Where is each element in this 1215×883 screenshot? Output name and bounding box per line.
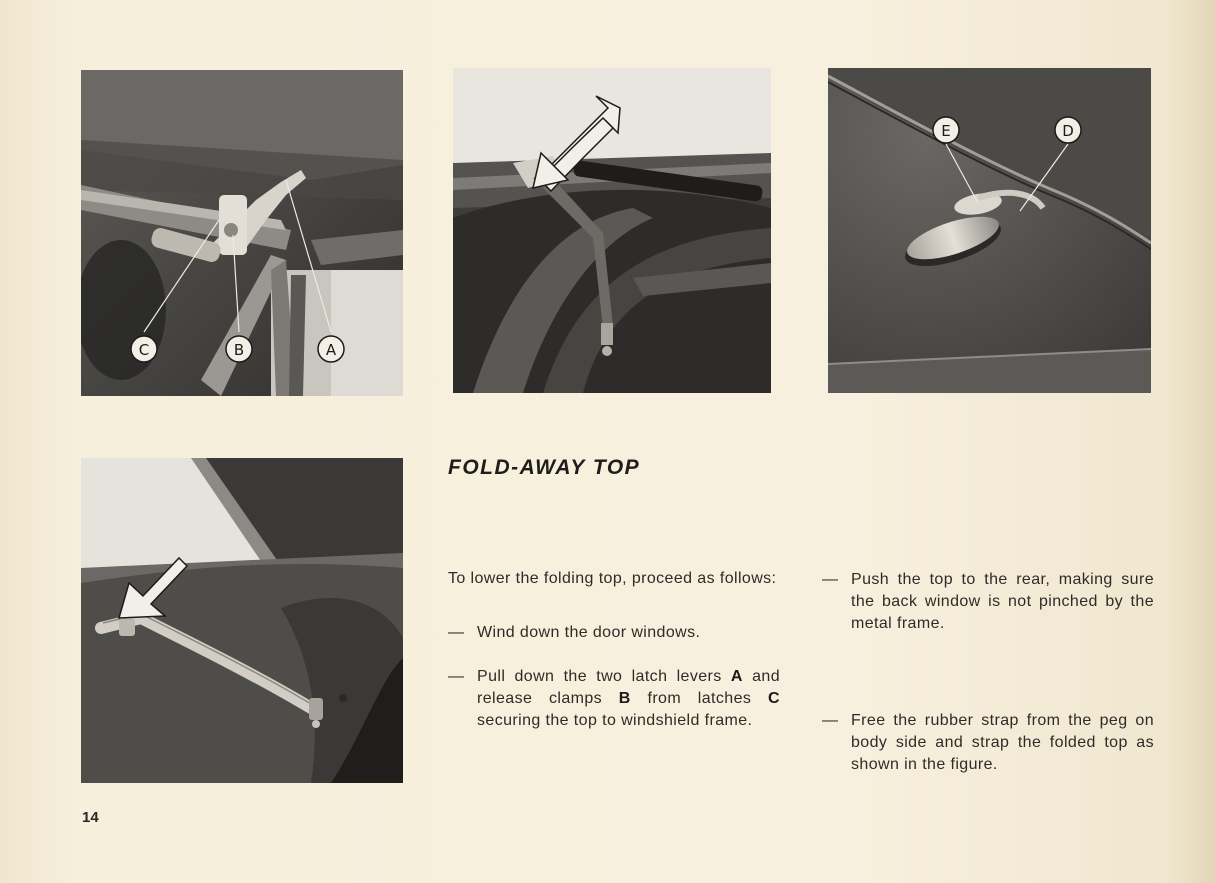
step-wind-down-windows <box>448 622 780 644</box>
step-dash: — <box>448 668 465 685</box>
intro-paragraph: To lower the folding top, proceed as follows: <box>448 570 777 587</box>
step-text: Wind down the door windows. <box>477 624 701 641</box>
step-dash: — <box>822 712 839 729</box>
label-a: A <box>730 668 743 685</box>
callout-e: E <box>941 122 951 140</box>
callout-b: B <box>233 341 245 359</box>
text-run: Pull down the two latch levers <box>477 668 731 685</box>
right-text-column <box>822 569 1154 776</box>
step-text: Free the rubber strap from the peg on body side and strap the folded top as shown in the figure. <box>851 712 1154 773</box>
step-pull-latch-levers <box>448 666 780 732</box>
step-push-top-rear <box>822 569 1154 635</box>
step-dash: — <box>822 571 839 588</box>
figure-body-peg <box>828 68 1151 393</box>
step-text <box>477 666 780 732</box>
text-run: securing the top to windshield frame. <box>477 712 753 729</box>
figure-strap-hook <box>453 68 771 393</box>
figure-folded-top-strap <box>81 458 403 783</box>
step-text: Push the top to the rear, making sure the back window is not pinched by the metal frame. <box>851 571 1154 632</box>
callout-d: D <box>1062 122 1074 140</box>
callout-c: C <box>138 341 150 359</box>
left-text-column <box>448 568 780 732</box>
page-title: FOLD-AWAY TOP <box>448 456 641 479</box>
page-number: 14 <box>82 809 99 826</box>
text-run: and release clamps <box>477 668 780 707</box>
figure-latch-levers <box>81 70 403 396</box>
step-dash: — <box>448 624 465 641</box>
label-b: B <box>618 690 631 707</box>
label-c: C <box>768 690 780 707</box>
text-run: from latches <box>630 690 769 707</box>
callout-a: A <box>325 341 337 359</box>
step-free-rubber-strap <box>822 710 1154 776</box>
